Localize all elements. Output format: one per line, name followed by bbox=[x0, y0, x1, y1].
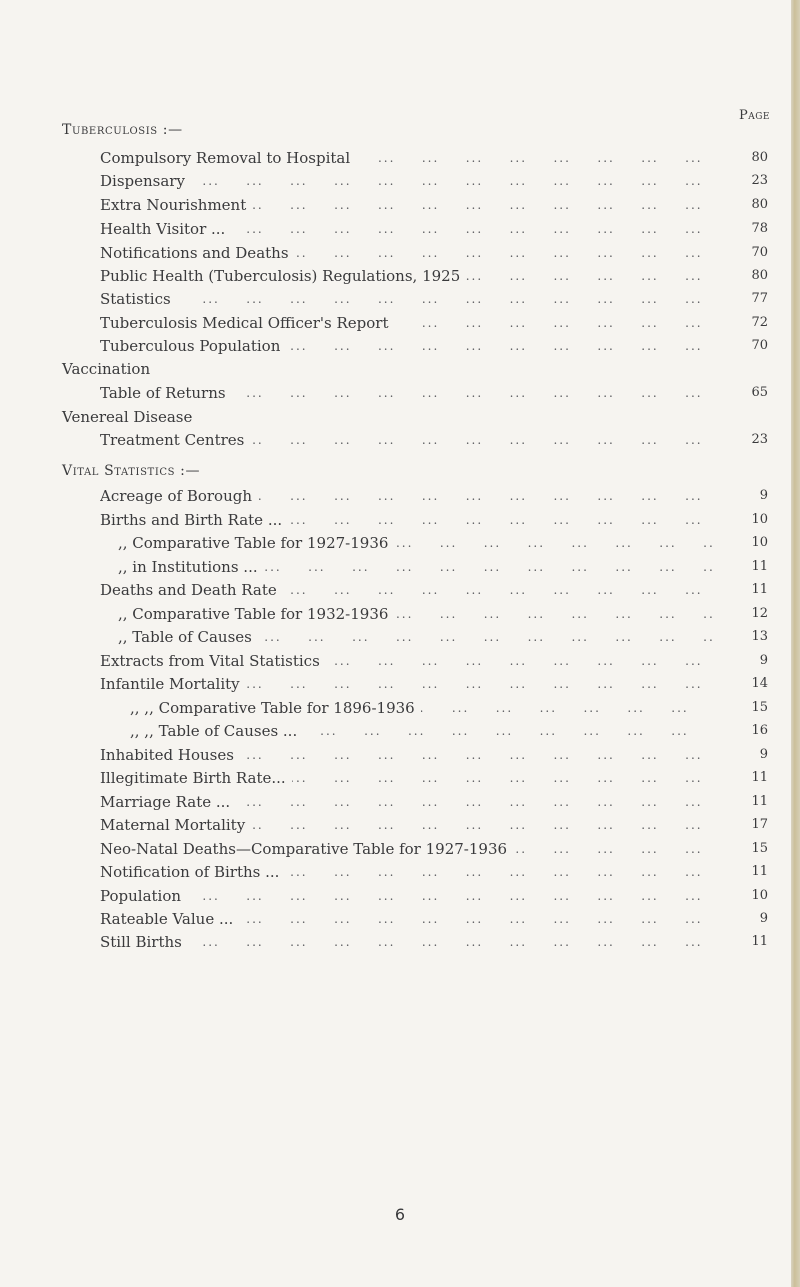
index-row bbox=[0, 861, 800, 883]
page-number: 11 bbox=[751, 794, 768, 809]
index-entry: ... Tuberculous Population bbox=[100, 335, 712, 357]
index-entry: ... Extracts from Vital Statistics bbox=[100, 650, 712, 672]
index-entry: ... Maternal Mortality bbox=[100, 814, 712, 836]
index-row bbox=[0, 147, 800, 169]
page-number: 11 bbox=[751, 934, 768, 949]
index-row bbox=[0, 673, 800, 695]
page-number: 9 bbox=[759, 488, 768, 503]
page-number: 77 bbox=[751, 291, 768, 306]
index-entry: ... Health Visitor ... bbox=[100, 218, 712, 240]
page-number: 17 bbox=[751, 817, 768, 832]
index-entry: ... Infantile Mortality bbox=[100, 673, 712, 695]
page-number: 10 bbox=[751, 512, 768, 527]
index-entry: ... Rateable Value ... bbox=[100, 908, 712, 930]
index-row bbox=[0, 720, 800, 742]
index-entry: ... Extra Nourishment bbox=[100, 194, 712, 216]
index-entry: ... Public Health (Tuberculosis) Regulations, 1925 bbox=[100, 265, 712, 287]
leader-dots bbox=[100, 885, 712, 907]
index-entry: ... Neo-Natal Deaths—Comparative Table for 1927-1936 bbox=[100, 838, 712, 860]
index-row bbox=[0, 265, 800, 287]
section-row bbox=[0, 119, 800, 141]
index-row bbox=[0, 931, 800, 953]
section-row bbox=[0, 358, 800, 380]
index-row bbox=[0, 838, 800, 860]
index-row bbox=[0, 626, 800, 648]
index-entry: ... Deaths and Death Rate bbox=[100, 579, 712, 601]
page-number: 11 bbox=[751, 770, 768, 785]
page-number: 10 bbox=[751, 535, 768, 550]
page-number: 70 bbox=[751, 338, 768, 353]
index-row bbox=[0, 532, 800, 554]
index-row bbox=[0, 218, 800, 240]
index-entry: ... Treatment Centres bbox=[100, 429, 712, 451]
index-entry: ... ,, Comparative Table for 1932-1936 bbox=[118, 603, 712, 625]
index-entry: ... Acreage of Borough bbox=[100, 485, 712, 507]
page-number: 14 bbox=[751, 676, 768, 691]
page-number: 78 bbox=[751, 221, 768, 236]
index-entry: ... Compulsory Removal to Hospital bbox=[100, 147, 712, 169]
page-number: 72 bbox=[751, 315, 768, 330]
page-number: 13 bbox=[751, 629, 768, 644]
page-number: 12 bbox=[751, 606, 768, 621]
page-number: 10 bbox=[751, 888, 768, 903]
index-row bbox=[0, 603, 800, 625]
index-row bbox=[0, 579, 800, 601]
page-number: 23 bbox=[751, 432, 768, 447]
index-row bbox=[0, 194, 800, 216]
index-entry: ... Population bbox=[100, 885, 712, 907]
index-row bbox=[0, 429, 800, 451]
index-row bbox=[0, 697, 800, 719]
page-number: 70 bbox=[751, 245, 768, 260]
index-row bbox=[0, 791, 800, 813]
page-number: 80 bbox=[751, 150, 768, 165]
index-entry: ... Births and Birth Rate ... bbox=[100, 509, 712, 531]
index-row bbox=[0, 908, 800, 930]
page-number: 9 bbox=[759, 911, 768, 926]
page-number: 65 bbox=[751, 385, 768, 400]
index-row bbox=[0, 170, 800, 192]
index-row bbox=[0, 242, 800, 264]
index-row bbox=[0, 509, 800, 531]
index-entry: ... Table of Returns bbox=[100, 382, 712, 404]
page-column-heading: Page bbox=[738, 108, 770, 123]
page-number: 15 bbox=[751, 700, 768, 715]
index-entry: ... ,, ,, Comparative Table for 1896-1936 bbox=[130, 697, 712, 719]
section-title-vital-statistics: Vital Statistics :— bbox=[62, 463, 201, 479]
index-row bbox=[0, 767, 800, 789]
index-row bbox=[0, 556, 800, 578]
index-row bbox=[0, 312, 800, 334]
index-row bbox=[0, 288, 800, 310]
index-entry: ... Notification of Births ... bbox=[100, 861, 712, 883]
index-entry: ... Illegitimate Birth Rate... bbox=[100, 767, 712, 789]
index-row bbox=[0, 814, 800, 836]
leader-dots bbox=[100, 931, 712, 953]
page-number: 11 bbox=[751, 864, 768, 879]
index-entry: ... Still Births bbox=[100, 931, 712, 953]
index-entry: ... Marriage Rate ... bbox=[100, 791, 712, 813]
index-row bbox=[0, 382, 800, 404]
section-title-vaccination: Vaccination bbox=[62, 360, 151, 378]
section-title-tuberculosis: Tuberculosis :— bbox=[62, 122, 183, 138]
section-title-venereal-disease: Venereal Disease bbox=[62, 408, 193, 426]
section-row bbox=[0, 460, 800, 482]
leader-dots bbox=[100, 170, 712, 192]
index-entry: ... Notifications and Deaths bbox=[100, 242, 712, 264]
index-entry: ... ,, Table of Causes bbox=[118, 626, 712, 648]
section-row bbox=[0, 406, 800, 428]
index-row bbox=[0, 650, 800, 672]
index-entry: ... Statistics bbox=[100, 288, 712, 310]
leader-dots bbox=[100, 288, 712, 310]
page-number: 15 bbox=[751, 841, 768, 856]
index-row bbox=[0, 744, 800, 766]
page-number: 9 bbox=[759, 653, 768, 668]
index-entry: ... Inhabited Houses bbox=[100, 744, 712, 766]
index-row bbox=[0, 335, 800, 357]
page-number: 16 bbox=[751, 723, 768, 738]
page-number: 80 bbox=[751, 268, 768, 283]
index-entry: ... Tuberculosis Medical Officer's Report bbox=[100, 312, 712, 334]
page-number: 80 bbox=[751, 197, 768, 212]
page-number: 9 bbox=[759, 747, 768, 762]
page-number: 11 bbox=[751, 582, 768, 597]
index-entry: ... Dispensary bbox=[100, 170, 712, 192]
page-number: 11 bbox=[751, 559, 768, 574]
index-entry: ... ,, Comparative Table for 1927-1936 bbox=[118, 532, 712, 554]
index-entry: ... ,, in Institutions ... bbox=[118, 556, 712, 578]
folio-page-number: 6 bbox=[394, 1205, 406, 1224]
index-row bbox=[0, 885, 800, 907]
index-row bbox=[0, 485, 800, 507]
index-entry: ... ,, ,, Table of Causes ... bbox=[130, 720, 712, 742]
page-number: 23 bbox=[751, 173, 768, 188]
